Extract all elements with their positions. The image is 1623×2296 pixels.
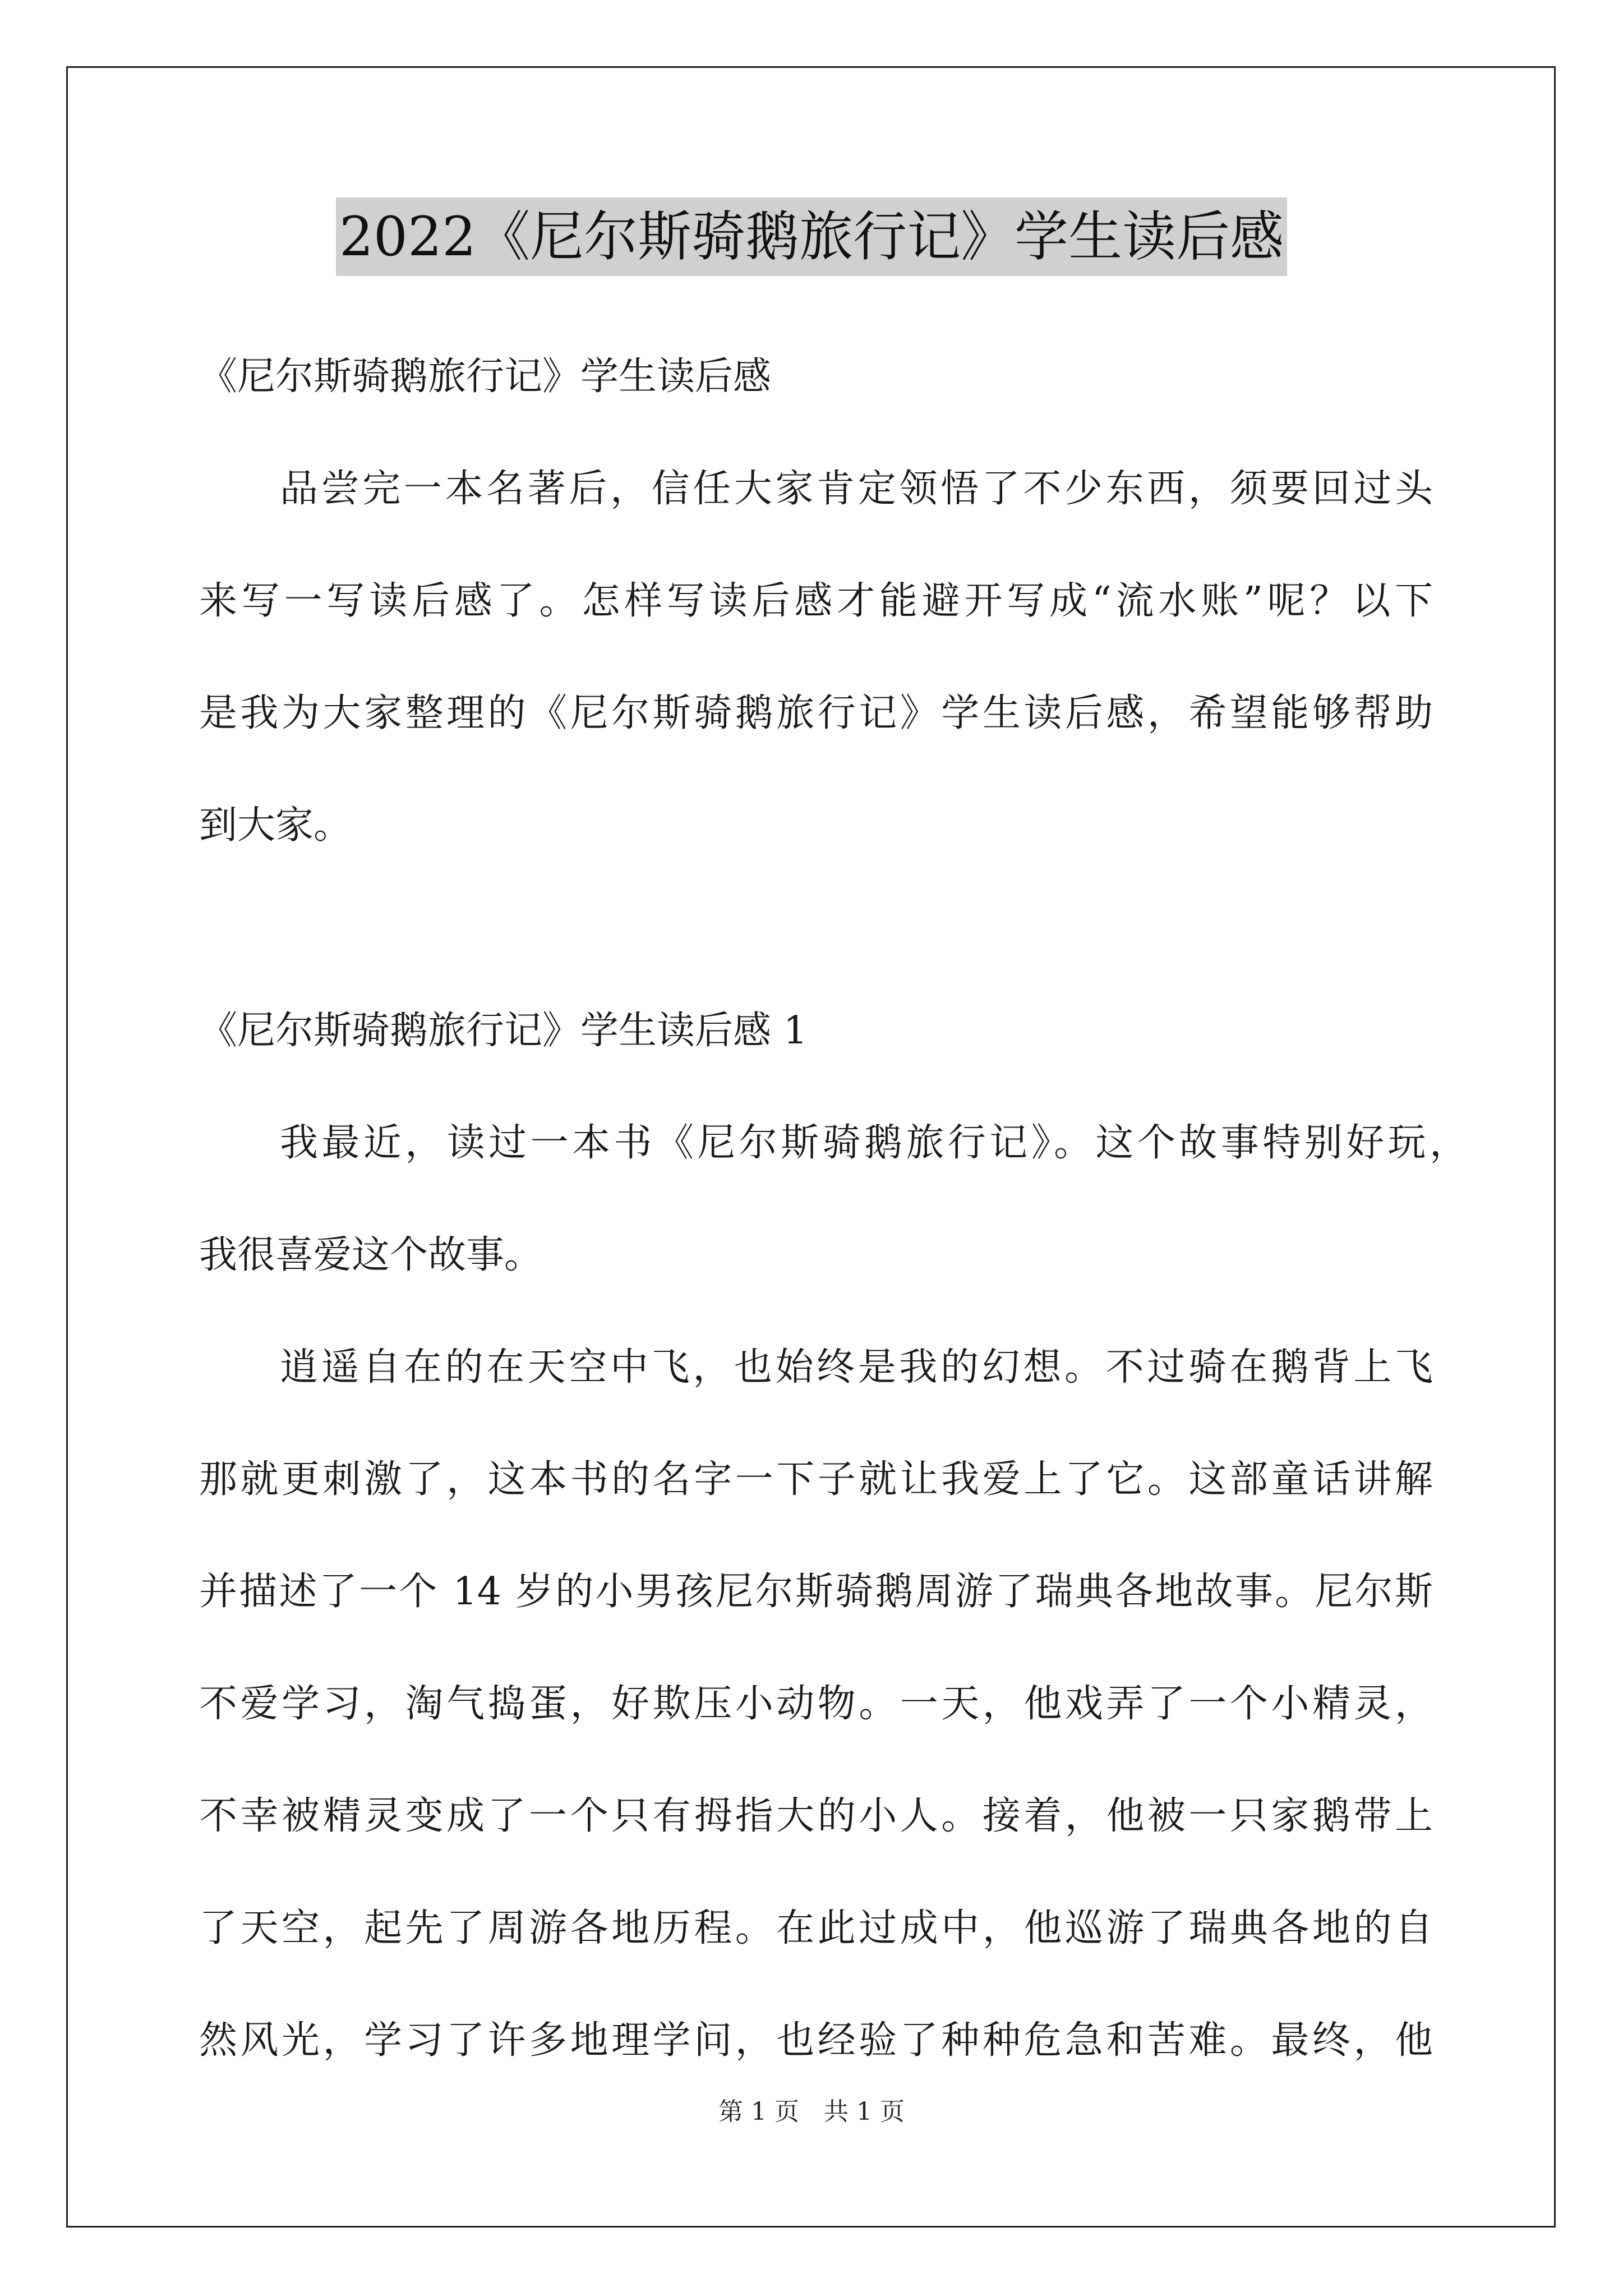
paragraph-line: 了天空，起先了周游各地历程。在此过成中，他巡游了瑞典各地的自 — [199, 1906, 1433, 1950]
subtitle: 《尼尔斯骑鹅旅行记》学生读后感 — [199, 355, 772, 399]
intro-line: 来写一写读后感了。怎样写读后感才能避开写成“流水账”呢？以下 — [199, 579, 1433, 623]
paragraph-line: 逍遥自在的在天空中飞，也始终是我的幻想。不过骑在鹅背上飞 — [280, 1345, 1433, 1389]
paragraph-line: 不爱学习，淘气捣蛋，好欺压小动物。一天，他戏弄了一个小精灵， — [199, 1682, 1433, 1726]
intro-line: 是我为大家整理的《尼尔斯骑鹅旅行记》学生读后感，希望能够帮助 — [199, 691, 1433, 735]
title-container — [0, 197, 1623, 276]
paragraph-line: 我最近，读过一本书《尼尔斯骑鹅旅行记》。这个故事特别好玩， — [280, 1121, 1468, 1165]
paragraph-line: 不幸被精灵变成了一个只有拇指大的小人。接着，他被一只家鹅带上 — [199, 1794, 1433, 1838]
intro-line: 到大家。 — [199, 803, 352, 848]
paragraph-line: 然风光，学习了许多地理学问，也经验了种种危急和苦难。最终，他 — [199, 2018, 1433, 2063]
paragraph-line: 那就更刺激了，这本书的名字一下子就让我爱上了它。这部童话讲解 — [199, 1457, 1433, 1502]
paragraph-line: 并描述了一个 14 岁的小男孩尼尔斯骑鹅周游了瑞典各地故事。尼尔斯 — [199, 1570, 1433, 1614]
paragraph-line: 我很喜爱这个故事。 — [199, 1233, 543, 1277]
section-heading: 《尼尔斯骑鹅旅行记》学生读后感 1 — [199, 1009, 808, 1053]
intro-line: 品尝完一本名著后，信任大家肯定领悟了不少东西，须要回过头 — [280, 467, 1433, 511]
page-footer: 第 1 页 共 1 页 — [718, 2097, 905, 2126]
document-title: 2022《尼尔斯骑鹅旅行记》学生读后感 — [336, 197, 1287, 276]
